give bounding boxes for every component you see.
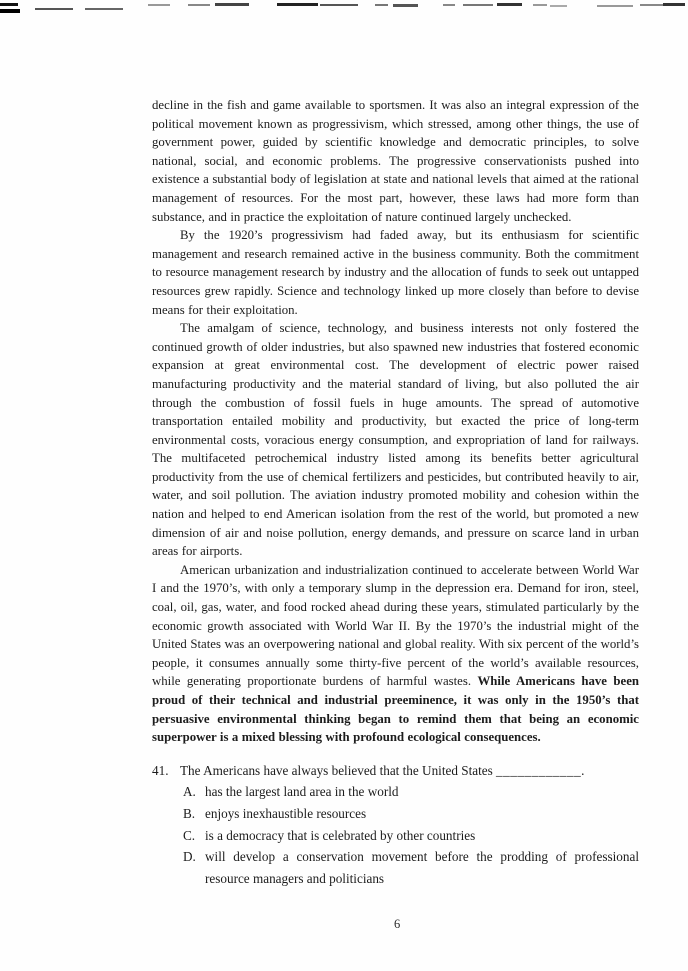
scan-artifact <box>277 3 318 6</box>
question-number: 41. <box>152 762 169 778</box>
passage-paragraph-1: decline in the fish and game available to sportsmen. It was also an integral expression of the political movement known as progressivism, which stressed, among other things, the use of government power, guided by scientific knowledge and democratic principles, to solve national, social, and economic problems. The progressive conservationists pushed into existence a substantial body of legislation at state and national levels that aimed at the rational management of resources. For the most part, however, these laws had more form than substance, and in practice the exploitation of nature continued largely unchecked. <box>152 98 639 224</box>
scan-artifact <box>0 9 20 13</box>
question-41 <box>152 760 639 890</box>
scan-artifact <box>215 3 249 6</box>
scan-artifact <box>550 5 567 7</box>
passage-paragraph-4-normal: American urbanization and industrialization continued to accelerate between World War I and the 1970’s, with only a temporary slump in the depression era. Demand for iron, steel, coal, oil, gas, water, and food rocked ahead during these years, stimulated particularly by the economic growth associated with World War II. By the 1970’s the industrial might of the United States was an overpowering national and global reality. With six percent of the world’s people, it consumes annually some thirty-five percent of the world’s available resources, while generating proportionate burdens of harmful wastes. <box>152 562 639 689</box>
option-c-label: C. <box>183 827 196 843</box>
scan-artifact <box>320 4 358 6</box>
scan-artifact <box>497 3 522 6</box>
option-d[interactable] <box>183 846 639 889</box>
passage-paragraph-3: The amalgam of science, technology, and business interests not only fostered the continued growth of older industries, but also spawned new industries that fostered economic expansion at great environmental cost. The development of electric power raised manufacturing productivity and the material standard of living, but also polluted the air through the combustion of fossil fuels in huge amounts. The spread of automotive transportation entailed mobility and productivity, but exacted the price of long-term environmental costs, voracious energy consumption, and expropriation of land for railways. The multifaceted petrochemical industry listed among its benefits better agricultural productivity from the use of chemical fertilizers and pesticides, but contributed heavily to air, water, and soil pollution. The aviation industry promoted mobility and cohesion within the nation and helped to end American isolation from the rest of the world, but promoted a new dimension of air and noise pollution, energy demands, and pressure on scarce land in urban areas for airports. <box>152 321 639 559</box>
scan-artifact <box>443 4 455 6</box>
question-text <box>180 760 585 782</box>
scan-artifact <box>35 8 73 10</box>
option-c-text: is a democracy that is celebrated by other countries <box>205 827 476 843</box>
scan-artifact <box>597 5 633 7</box>
scan-artifact <box>393 4 418 7</box>
option-b-label: B. <box>183 805 196 821</box>
option-d-text: will develop a conservation movement before the prodding of professional resource managers and politicians <box>205 849 639 886</box>
question-41-stem <box>152 760 639 782</box>
question-blank: ____________. <box>496 762 585 778</box>
option-a[interactable] <box>183 781 639 803</box>
scan-artifact <box>533 4 547 6</box>
scan-artifact <box>375 4 388 6</box>
scan-artifact <box>188 4 210 6</box>
option-a-label: A. <box>183 784 196 800</box>
scan-artifact <box>663 3 685 6</box>
option-c[interactable] <box>183 825 639 847</box>
scan-artifact <box>0 3 18 6</box>
reading-passage <box>152 96 639 889</box>
scan-artifact <box>463 4 493 6</box>
option-d-label: D. <box>183 849 196 865</box>
scan-artifact <box>85 8 123 10</box>
passage-paragraph-4 <box>152 561 639 747</box>
passage-paragraph-4-bold: While Americans have been proud of their technical and industrial preeminence, it was only in the 1950’s that persuasive environmental thinking began to remind them that being an economic superpower is a mixed blessing with profound ecological consequences. <box>152 674 640 745</box>
question-options <box>152 781 639 889</box>
option-b-text: enjoys inexhaustible resources <box>205 805 367 821</box>
option-b[interactable] <box>183 803 639 825</box>
question-text-body: The Americans have always believed that the United States <box>180 762 497 778</box>
passage-paragraph-2: By the 1920’s progressivism had faded away, but its enthusiasm for scientific management and research remained active in the business community. Both the commitment to resource management research by industry and the allocation of funds to seek out untapped resources grew rapidly. Science and technology linked up more closely than before to devise means for their exploitation. <box>152 228 639 317</box>
option-a-text: has the largest land area in the world <box>205 784 399 800</box>
scan-artifact <box>640 4 663 6</box>
scan-artifacts <box>0 0 688 20</box>
page-number: 6 <box>394 917 401 931</box>
scan-artifact <box>148 4 170 6</box>
